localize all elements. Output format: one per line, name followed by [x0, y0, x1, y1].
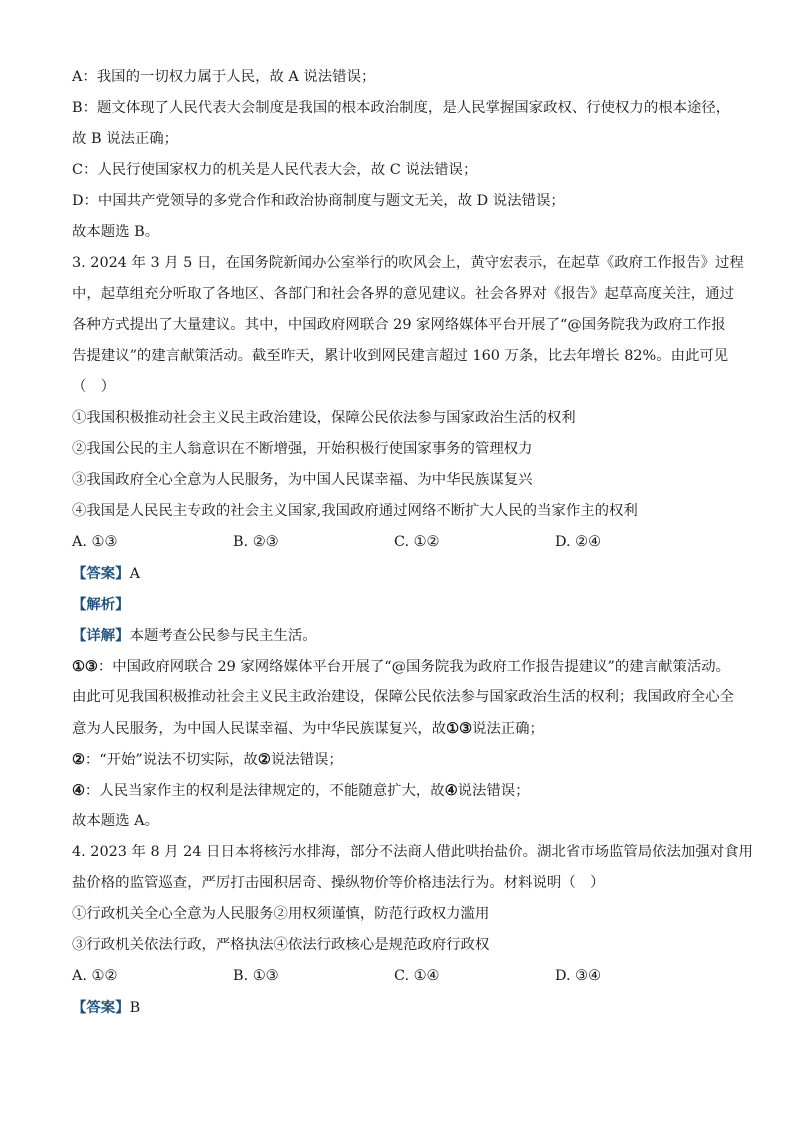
text-line: D：中国共产党领导的多党合作和政治协商制度与题文无关，故 D 说法错误； — [72, 193, 565, 209]
answer-value: B — [129, 1000, 141, 1016]
explanation-text: ：“开始”说法不切实际，故 — [84, 752, 258, 768]
answer-tag: 【答案】 — [72, 565, 130, 582]
explanation-line: 由此可见我国积极推动社会主义民主政治建设，保障公民依法参与国家政治生活的权利；我国政府全心全 — [72, 689, 734, 705]
option-c: C. ①④ — [394, 968, 440, 984]
text-line: 告提建议”的建言献策活动。截至昨天，累计收到网民建言超过 160 万条，比去年增长 82%。由此可见 — [72, 348, 729, 364]
text-line: 各种方式提出了大量建议。其中，中国政府网联合 29 家网络媒体平台开展了“@国务院我为政府工作报 — [72, 317, 726, 333]
question-3-options — [72, 527, 722, 558]
question-3-stem: 3. 2024 年 3 月 5 日，在国务院新闻办公室举行的吹风会上，黄守宏表示，在起草《政府工作报告》过程 — [72, 255, 744, 271]
conclusion-line: 故本题选 A。 — [72, 813, 159, 829]
detail-tag: 【详解】 — [72, 627, 130, 644]
explanation-line — [72, 775, 722, 806]
explanation-line — [72, 744, 722, 775]
explanation-text: 说法正确； — [471, 721, 544, 737]
statement-4: ④我国是人民民主专政的社会主义国家,我国政府通过网络不断扩大人民的当家作主的权利 — [72, 503, 638, 519]
text-line: B：题文体现了人民代表大会制度是我国的根本政治制度，是人民掌握国家政权、行使权力的根本途径， — [72, 100, 731, 116]
question-4-stem: 4. 2023 年 8 月 24 日日本将核污水排海，部分不法商人借此哄抬盐价。湖北省市场监管局依法加强对食用 — [72, 844, 753, 860]
analysis-tag: 【解析】 — [72, 596, 130, 613]
option-c: C. ①② — [394, 534, 440, 550]
option-b: B. ①③ — [233, 968, 279, 984]
question-4-options — [72, 961, 722, 992]
answer-blank: （ ） — [72, 379, 116, 395]
statement-1: ①我国积极推动社会主义民主政治建设，保障公民依法参与国家政治生活的权利 — [72, 410, 576, 426]
explanation-text: ：中国政府网联合 29 家网络媒体平台开展了“@国务院我为政府工作报告提建议”的建言献策活动。 — [97, 659, 731, 675]
statement-3: ③我国政府全心全意为人民服务，为中国人民谋幸福、为中华民族谋复兴 — [72, 472, 533, 488]
text-line: 故本题选 B。 — [72, 224, 160, 240]
statement-marker: ② — [257, 751, 271, 768]
explanation-line — [72, 713, 722, 744]
explanation-text: ：人民当家作主的权利是法律规定的，不能随意扩大，故 — [84, 783, 445, 799]
statement-marker: ①③ — [446, 720, 472, 737]
option-d: D. ③④ — [555, 968, 601, 984]
detail-text: 本题考查公民参与民主生活。 — [129, 628, 317, 644]
option-d: D. ②④ — [555, 534, 601, 550]
statement-marker: ①③ — [72, 658, 98, 675]
statement-marker: ④ — [72, 782, 85, 799]
detail-line — [72, 620, 722, 651]
statement-pair: ③行政机关依法行政，严格执法④依法行政核心是规范政府行政权 — [72, 937, 490, 953]
explanation-text: 说法错误； — [270, 752, 343, 768]
explanation-text: 说法错误； — [457, 783, 530, 799]
explanation-text: 意为人民服务，为中国人民谋幸福、为中华民族谋复兴，故 — [72, 721, 447, 737]
text-line: 中，起草组充分听取了各地区、各部门和社会各界的意见建议。社会各界对《报告》起草高度关注，通过 — [72, 286, 734, 302]
option-a: A. ①③ — [72, 534, 118, 550]
option-a: A. ①② — [72, 968, 118, 984]
explanation-line — [72, 651, 731, 682]
answer-tag: 【答案】 — [72, 999, 130, 1016]
text-line: 故 B 说法正确； — [72, 131, 179, 147]
statement-pair: ①行政机关全心全意为人民服务②用权须谨慎，防范行政权力滥用 — [72, 906, 490, 922]
text-line: A：我国的一切权力属于人民，故 A 说法错误； — [72, 69, 376, 85]
text-line: 盐价格的监管巡查，严厉打击囤积居奇、操纵物价等价格违法行为。材料说明（ ） — [72, 875, 605, 891]
statement-marker: ② — [72, 751, 85, 768]
answer-line — [72, 992, 722, 1023]
analysis-line — [72, 589, 722, 620]
statement-marker: ④ — [444, 782, 458, 799]
answer-line — [72, 558, 722, 589]
text-line: C：人民行使国家权力的机关是人民代表大会，故 C 说法错误； — [72, 162, 478, 178]
page-content — [72, 62, 753, 1023]
statement-2: ②我国公民的主人翁意识在不断增强，开始积极行使国家事务的管理权力 — [72, 441, 533, 457]
answer-value: A — [129, 566, 140, 582]
option-b: B. ②③ — [233, 534, 279, 550]
